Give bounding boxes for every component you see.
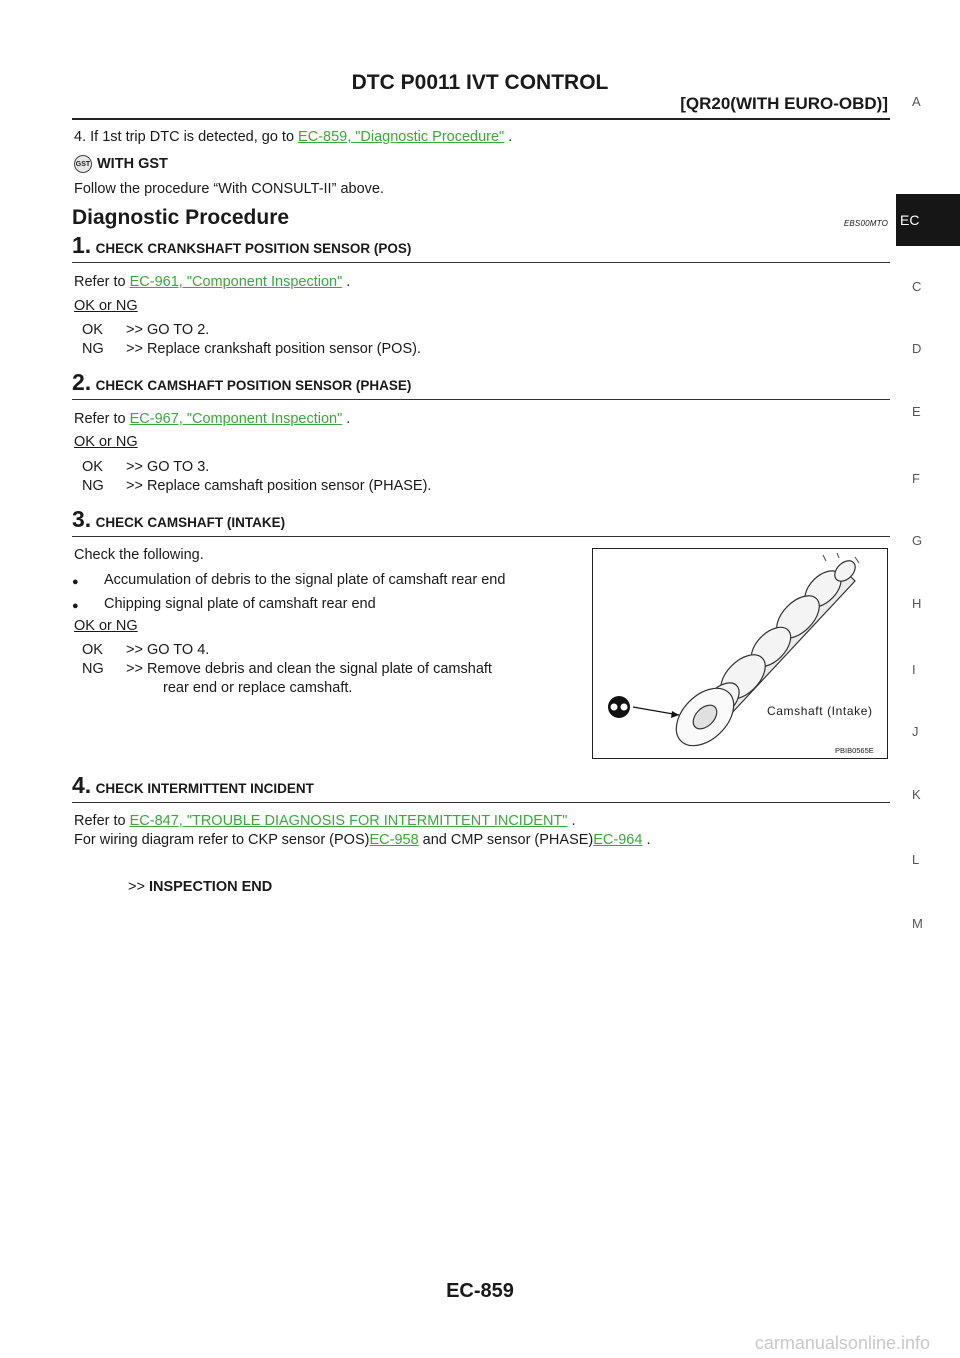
step-4-wiring: For wiring diagram refer to CKP sensor (POS)EC-958 and CMP sensor (PHASE)EC-964 . — [74, 832, 651, 848]
bullet-icon: ● — [72, 576, 79, 588]
page-subtitle: [QR20(WITH EURO-OBD)] — [680, 94, 888, 113]
step-4-end: >> INSPECTION END — [128, 879, 273, 895]
sidebar-item-e[interactable]: E — [912, 404, 921, 419]
sidebar-item-j[interactable]: J — [912, 724, 919, 739]
sidebar-item-g[interactable]: G — [912, 533, 923, 548]
step-2-results: OK >> GO TO 3. NG >> Replace camshaft position sensor (PHASE). — [82, 459, 432, 494]
sidebar-item-d[interactable]: D — [912, 341, 922, 356]
watermark: carmanualsonline.info — [754, 1333, 930, 1353]
link-diagnostic-procedure[interactable]: EC-859, "Diagnostic Procedure" — [298, 129, 505, 145]
sidebar-item-i[interactable]: I — [912, 662, 916, 677]
step-3-results: OK >> GO TO 4. NG >> Remove debris and clean the signal plate of camshaft rear end or replace camshaft. — [82, 642, 492, 696]
gst-heading: GST WITH GST — [75, 156, 168, 172]
sidebar-item-k[interactable]: K — [912, 787, 921, 802]
step-3-ok-ng: OK or NG — [74, 618, 138, 634]
sidebar-item-l[interactable]: L — [912, 852, 920, 867]
link-ec-964[interactable]: EC-964 — [593, 832, 643, 848]
step-3-divider — [72, 536, 890, 537]
page-title: DTC P0011 IVT CONTROL — [351, 71, 609, 94]
step-1-header: 1. CHECK CRANKSHAFT POSITION SENSOR (POS) — [72, 232, 412, 258]
list-item: Chipping signal plate of camshaft rear end — [104, 596, 376, 612]
step-1-results: OK >> GO TO 2. NG >> Replace crankshaft position sensor (POS). — [82, 322, 421, 357]
intro-step4: 4. If 1st trip DTC is detected, go to EC-859, "Diagnostic Procedure" . — [74, 129, 513, 145]
section-title: Diagnostic Procedure — [72, 206, 290, 229]
link-ec-958[interactable]: EC-958 — [369, 832, 419, 848]
step-1-divider — [72, 262, 890, 263]
step-4-header: 4. CHECK INTERMITTENT INCIDENT — [72, 772, 314, 798]
sidebar-item-f[interactable]: F — [912, 471, 920, 486]
step-1-refer: Refer to EC-961, "Component Inspection" . — [74, 274, 351, 290]
link-ec-847[interactable]: EC-847, "TROUBLE DIAGNOSIS FOR INTERMITTENT INCIDENT" — [129, 813, 568, 829]
page-number: EC-859 — [446, 1280, 514, 1302]
sidebar-item-a[interactable]: A — [912, 94, 921, 109]
figure-label: Camshaft (Intake) — [767, 704, 873, 718]
eye-icon — [608, 696, 630, 718]
step-2-header: 2. CHECK CAMSHAFT POSITION SENSOR (PHASE) — [72, 369, 412, 395]
step-4-divider — [72, 802, 890, 803]
camshaft-figure — [592, 548, 888, 759]
link-ec-961[interactable]: EC-961, "Component Inspection" — [129, 274, 343, 290]
step-3-header: 3. CHECK CAMSHAFT (INTAKE) — [72, 506, 286, 532]
header-divider — [72, 118, 890, 120]
camshaft-illustration — [593, 549, 887, 758]
step-2-ok-ng: OK or NG — [74, 434, 138, 450]
sidebar-item-h[interactable]: H — [912, 596, 922, 611]
bullet-icon: ● — [72, 600, 79, 612]
link-ec-967[interactable]: EC-967, "Component Inspection" — [129, 411, 343, 427]
section-code: EBS00MTO — [843, 219, 888, 228]
gst-text: Follow the procedure “With CONSULT-II” above. — [74, 181, 384, 197]
step-4-refer: Refer to EC-847, "TROUBLE DIAGNOSIS FOR INTERMITTENT INCIDENT" . — [74, 813, 576, 829]
sidebar-item-m[interactable]: M — [912, 916, 923, 931]
step-3-intro: Check the following. — [74, 547, 204, 563]
sidebar-item-c[interactable]: C — [912, 279, 922, 294]
step-2-divider — [72, 399, 890, 400]
step-3-bullets — [0, 571, 590, 617]
sidebar-item-ec[interactable]: EC — [896, 194, 960, 246]
list-item: Accumulation of debris to the signal plate of camshaft rear end — [104, 572, 506, 588]
figure-code: PBIB0565E — [835, 746, 874, 755]
step-1-ok-ng: OK or NG — [74, 298, 138, 314]
gst-icon: GST — [74, 155, 92, 173]
step-2-refer: Refer to EC-967, "Component Inspection" . — [74, 411, 351, 427]
